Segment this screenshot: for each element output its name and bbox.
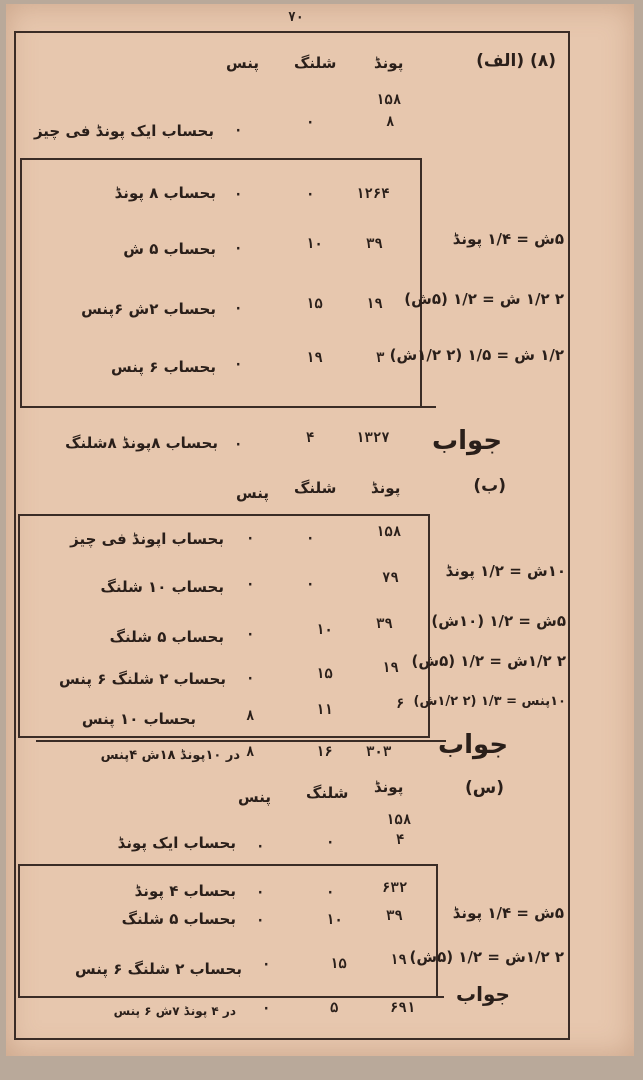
intro-pound: ۱۵۸ xyxy=(386,812,412,828)
c-row-desc: بحساب ۲ شلنگ ۶ پنس xyxy=(75,960,242,978)
c-answer-pound: ۶۹۱ xyxy=(390,1000,416,1016)
c-row-pound: ۱۹ xyxy=(390,952,407,968)
a-answer-shilling: ۴ xyxy=(306,430,315,446)
book-page xyxy=(6,4,634,1056)
a-note: ۵ش = ۱/۴ پونڈ xyxy=(452,230,564,248)
a-total-rule xyxy=(36,406,436,408)
section-c-label: (س) xyxy=(465,778,504,798)
a-row-pound: ۱۲۶۴ xyxy=(356,186,390,202)
a-row-pound: ۳۹ xyxy=(366,236,383,252)
c-answer-label: جواب xyxy=(456,982,510,1006)
c-row-shilling: ۱۵ xyxy=(330,956,347,972)
a-answer-desc: بحساب ۸پونڈ ۸شلنگ xyxy=(65,434,218,452)
a-row-pence: ۰ xyxy=(234,186,243,202)
c-answer-shilling: ۵ xyxy=(330,1000,339,1016)
header-pence: پنس xyxy=(236,484,269,502)
b-note: ۱۰ش = ۱/۲ پونڈ xyxy=(445,562,566,580)
b-note: ۵ش = ۱/۲ (۱۰ش) xyxy=(431,612,566,630)
a-answer-pence: ۰ xyxy=(234,436,243,452)
b-row-shilling: ۱۵ xyxy=(316,666,333,682)
c-note: ۵ش = ۱/۴ پونڈ xyxy=(452,904,564,922)
section-a-label: (۸) (الف) xyxy=(476,51,556,71)
b-row-desc: بحساب ۱۰ شلنگ xyxy=(100,578,224,596)
c-row-desc: بحساب ۵ شلنگ xyxy=(121,910,236,928)
a-note: ۲ ۱/۲ ش = ۱/۲ (۵ش) xyxy=(404,290,564,308)
header-pence: پنس xyxy=(226,54,259,72)
intro-desc: بحساب ایک پونڈ xyxy=(117,834,236,852)
intro-pound: ۴ xyxy=(396,832,405,848)
a-row-desc: بحساب ۸ پونڈ xyxy=(114,184,216,202)
a-row-pound: ۳ xyxy=(376,350,385,366)
a-note: ۱/۲ ش = ۱/۵ (۲ ۱/۲ش) xyxy=(389,346,564,364)
header-pound: پونڈ xyxy=(374,54,404,72)
a-answer-pound: ۱۳۲۷ xyxy=(356,430,390,446)
b-row-desc: بحساب ۲ شلنگ ۶ پنس xyxy=(59,670,226,688)
c-answer-desc: در ۴ پونڈ ۷ش ۶ پنس xyxy=(113,1004,236,1018)
b-answer-pound: ۳۰۳ xyxy=(366,744,392,760)
b-row-pound: ۳۹ xyxy=(376,616,393,632)
c-row-pound: ۶۳۲ xyxy=(382,880,408,896)
c-row-pence: ۰ xyxy=(262,956,271,972)
c-row-pound: ۳۹ xyxy=(386,908,403,924)
header-shilling: شلنگ xyxy=(294,479,337,497)
header-shilling: شلنگ xyxy=(294,54,337,72)
c-row-pence: ۰ xyxy=(256,884,265,900)
intro-pence: ۰ xyxy=(256,838,265,854)
a-row-shilling: ۰ xyxy=(306,186,315,202)
b-answer-pence: ۸ xyxy=(246,744,255,760)
c-note: ۲ ۱/۲ش = ۱/۲ (۵ش) xyxy=(409,948,564,966)
b-row-shilling: ۰ xyxy=(306,530,315,546)
b-note: ۲ ۱/۲ش = ۱/۲ (۵ش) xyxy=(411,652,566,670)
intro-desc: بحساب ایک پونڈ فی چیز xyxy=(33,122,214,140)
intro-pound: ۱۵۸ xyxy=(376,92,402,108)
a-row-pence: ۰ xyxy=(234,240,243,256)
c-row-desc: بحساب ۴ پونڈ xyxy=(134,882,236,900)
b-row-desc: بحساب اپونڈ فی چیز xyxy=(70,530,224,548)
a-row-desc: بحساب ۲ش ۶پنس xyxy=(81,300,216,318)
c-row-pence: ۰ xyxy=(256,912,265,928)
b-answer-shilling: ۱۶ xyxy=(316,744,333,760)
a-answer-label: جواب xyxy=(432,426,503,456)
c-total-rule xyxy=(44,996,444,998)
intro-shilling: ۰ xyxy=(306,114,315,130)
header-pence: پنس xyxy=(238,788,271,806)
a-row-shilling: ۱۵ xyxy=(306,296,323,312)
b-row-pound: ۶ xyxy=(396,696,405,712)
b-note: ۱۰پنس = ۱/۳ (۲ ۱/۲ش) xyxy=(413,694,566,709)
b-row-desc: بحساب ۱۰ پنس xyxy=(81,710,196,728)
header-pound: پونڈ xyxy=(374,778,404,796)
a-row-pound: ۱۹ xyxy=(366,296,383,312)
b-row-pound: ۱۵۸ xyxy=(376,524,402,540)
section-b-label: (ب) xyxy=(473,476,506,496)
b-row-pound: ۷۹ xyxy=(382,570,399,586)
b-row-pence: ۰ xyxy=(246,670,255,686)
a-row-shilling: ۱۰ xyxy=(306,236,323,252)
c-row-shilling: ۰ xyxy=(326,884,335,900)
c-row-shilling: ۱۰ xyxy=(326,912,343,928)
intro-pence: ۰ xyxy=(234,122,243,138)
b-row-shilling: ۱۰ xyxy=(316,622,333,638)
b-row-shilling: ۱۱ xyxy=(316,702,333,718)
intro-shilling: ۰ xyxy=(326,834,335,850)
b-row-pound: ۱۹ xyxy=(382,660,399,676)
header-shilling: شلنگ xyxy=(306,784,349,802)
b-row-shilling: ۰ xyxy=(306,576,315,592)
a-row-desc: بحساب ۶ پنس xyxy=(111,358,216,376)
b-row-pence: ۰ xyxy=(246,576,255,592)
a-row-desc: بحساب ۵ ش xyxy=(123,240,216,258)
b-row-pence: ۰ xyxy=(246,530,255,546)
a-row-shilling: ۱۹ xyxy=(306,350,323,366)
header-pound: پونڈ xyxy=(371,479,401,497)
c-answer-pence: ۰ xyxy=(262,1000,271,1016)
a-row-pence: ۰ xyxy=(234,300,243,316)
a-row-pence: ۰ xyxy=(234,356,243,372)
b-answer-desc: در ۱۰پونڈ ۱۸ش ۴پنس xyxy=(100,748,240,763)
b-row-pence: ۰ xyxy=(246,626,255,642)
b-answer-label: جواب xyxy=(438,730,509,760)
b-total-rule xyxy=(36,740,446,742)
page-number: ۷۰ xyxy=(288,10,304,25)
b-row-desc: بحساب ۵ شلنگ xyxy=(109,628,224,646)
intro-pound: ۸ xyxy=(386,114,395,130)
b-row-pence: ۸ xyxy=(246,708,255,724)
